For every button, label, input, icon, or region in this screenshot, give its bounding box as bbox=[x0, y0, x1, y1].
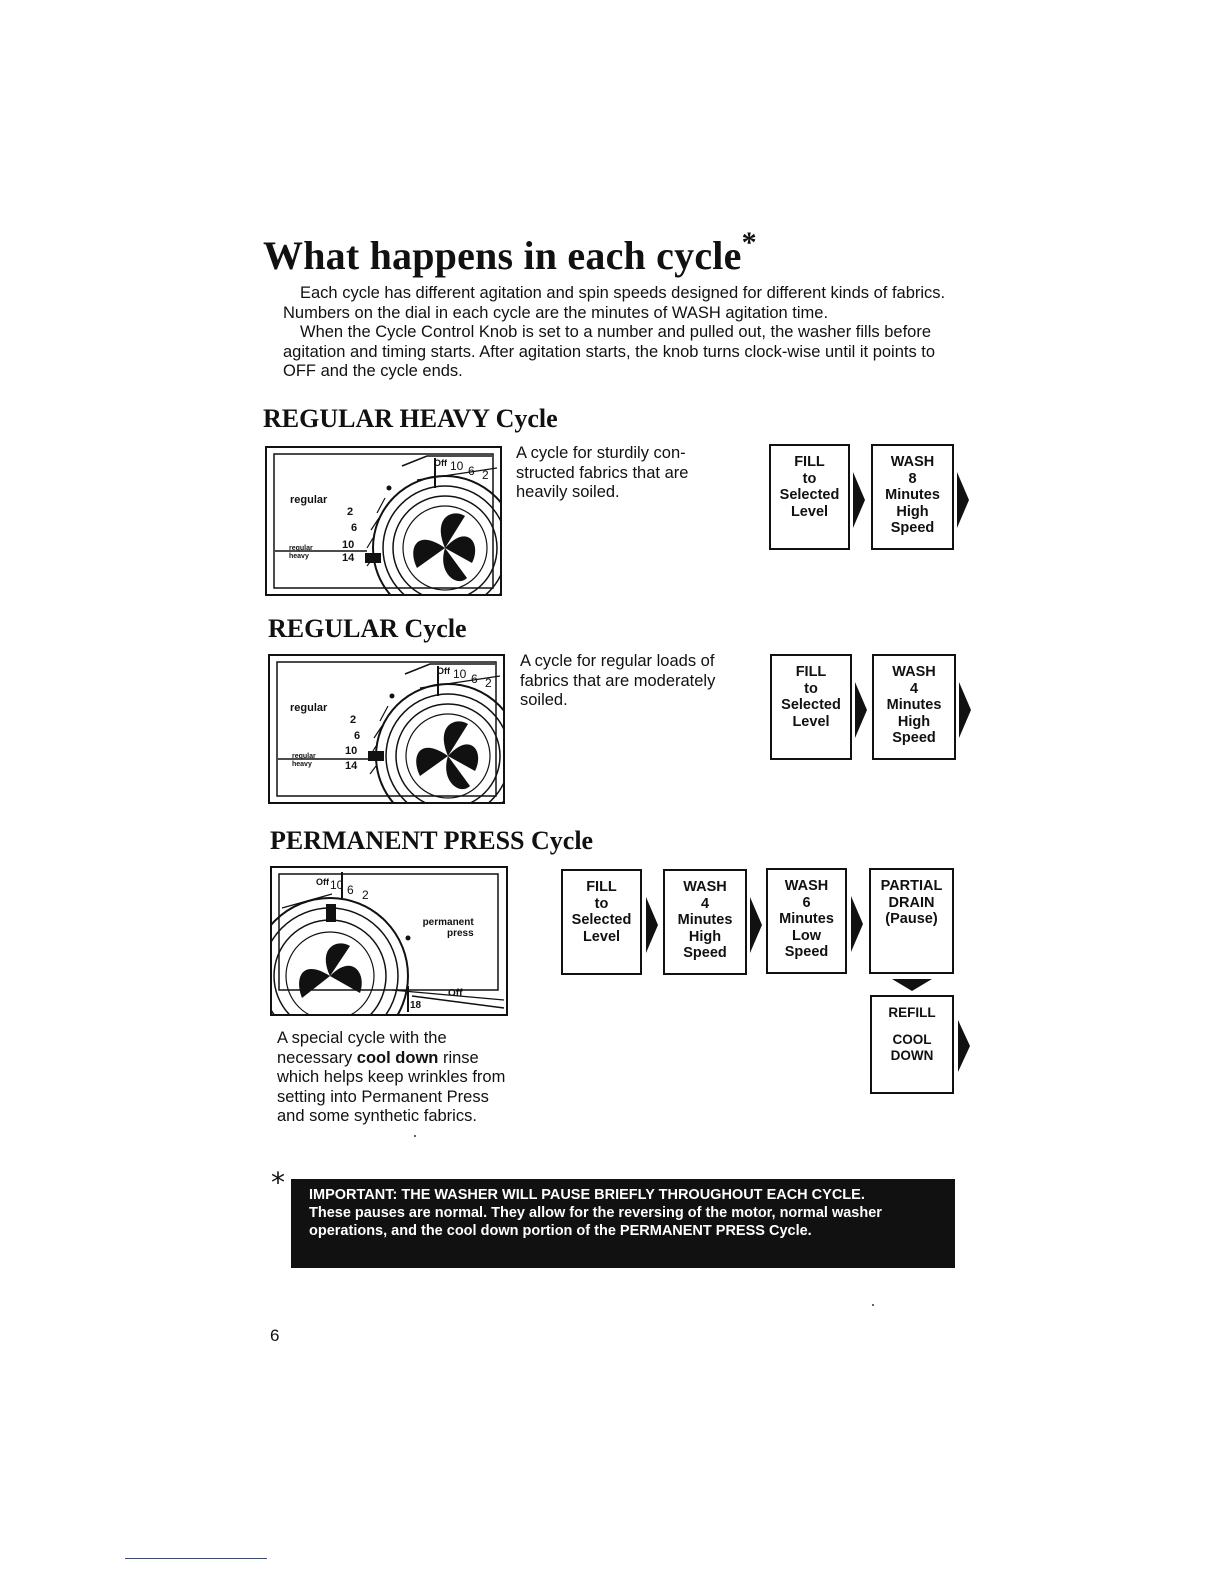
arrow-right-icon bbox=[956, 470, 970, 530]
scan-speck bbox=[872, 1304, 874, 1306]
page-number: 6 bbox=[270, 1326, 280, 1345]
dial-label-regular: regular bbox=[290, 702, 328, 714]
dial-scale-2: 2 bbox=[350, 714, 357, 726]
important-line-1: IMPORTANT: THE WASHER WILL PAUSE BRIEFLY THROUGHOUT EACH CYCLE. bbox=[309, 1187, 865, 1203]
dial-scale-10: 10 bbox=[342, 539, 355, 551]
dial-label-10: 10 bbox=[450, 459, 464, 473]
dial-label-2: 2 bbox=[362, 888, 369, 902]
dial-scale-6: 6 bbox=[351, 522, 358, 534]
dial-label-off: Off bbox=[434, 458, 447, 468]
section-description-permanent-press: A special cycle with the necessary cool down rinse which helps keep wrinkles from setting into Permanent Press and some synthetic fabrics. bbox=[277, 1029, 506, 1125]
step-wash: WASH 4 Minutes High Speed bbox=[872, 654, 956, 760]
step-fill: FILL to Selected Level bbox=[561, 869, 642, 975]
dial-scale-14: 14 bbox=[345, 760, 358, 772]
dial-label-6: 6 bbox=[347, 883, 354, 897]
step-fill: FILL to Selected Level bbox=[769, 444, 850, 550]
dial-label-permanent-press: permanent press bbox=[422, 917, 474, 939]
arrow-right-icon bbox=[852, 470, 866, 530]
dial-label-regular-heavy: regular heavy bbox=[289, 545, 313, 560]
section-heading-regular-heavy: REGULAR HEAVY Cycle bbox=[263, 404, 558, 433]
step-refill-cool-down: REFILL COOL DOWN bbox=[870, 995, 954, 1094]
dial-scale-10: 10 bbox=[345, 745, 358, 757]
dial-label-18: 18 bbox=[410, 1000, 422, 1011]
dial-drawing bbox=[272, 868, 506, 1014]
section-description-regular: A cycle for regular loads of fabrics that are moderately soiled. bbox=[520, 652, 716, 709]
page-title: What happens in each cycle* bbox=[263, 226, 757, 278]
dial-illustration-regular bbox=[268, 654, 505, 804]
section-heading-regular: REGULAR Cycle bbox=[268, 614, 467, 643]
footer-rule bbox=[125, 1558, 267, 1559]
section-heading-permanent-press: PERMANENT PRESS Cycle bbox=[270, 826, 594, 855]
dial-illustration-permanent-press bbox=[270, 866, 508, 1016]
dial-label-10: 10 bbox=[453, 667, 467, 681]
arrow-right-icon bbox=[958, 680, 972, 740]
arrow-right-icon bbox=[854, 680, 868, 740]
dial-label-regular: regular bbox=[290, 494, 328, 506]
arrow-right-icon bbox=[957, 1018, 971, 1074]
dial-label-6: 6 bbox=[471, 672, 478, 686]
dial-label-off: Off bbox=[316, 877, 329, 887]
cool-down-emphasis: cool down bbox=[356, 1048, 439, 1067]
arrow-right-icon bbox=[749, 895, 763, 955]
step-wash-high: WASH 4 Minutes High Speed bbox=[663, 869, 747, 975]
dial-illustration-regular-heavy bbox=[265, 446, 502, 596]
arrow-right-icon bbox=[850, 894, 864, 954]
dial-label-2: 2 bbox=[482, 468, 489, 482]
intro-paragraph-2: When the Cycle Control Knob is set to a number and pulled out, the washer fills before agitation and timing starts. After agitation starts, the knob turns clock-wise until it points to OFF and the cycle ends. bbox=[283, 323, 936, 380]
title-asterisk: * bbox=[741, 226, 757, 259]
dial-label-off: Off bbox=[437, 666, 450, 676]
section-description-regular-heavy: A cycle for sturdily con-structed fabrics that are heavily soiled. bbox=[516, 444, 689, 501]
step-wash: WASH 8 Minutes High Speed bbox=[871, 444, 954, 550]
dial-drawing bbox=[270, 656, 503, 802]
dial-label-regular-heavy: regular heavy bbox=[292, 753, 316, 768]
arrow-right-icon bbox=[645, 895, 659, 955]
dial-label-off-lower: Off bbox=[448, 988, 463, 999]
dial-scale-14: 14 bbox=[342, 552, 355, 564]
important-notice bbox=[291, 1179, 955, 1268]
important-line-2: These pauses are normal. They allow for the reversing of the motor, normal washer operations, and the cool down portion of the PERMANENT PRESS Cycle. bbox=[309, 1205, 882, 1239]
intro-text bbox=[283, 284, 963, 382]
dial-label-6: 6 bbox=[468, 464, 475, 478]
step-fill: FILL to Selected Level bbox=[770, 654, 852, 760]
scan-speck bbox=[414, 1135, 416, 1137]
dial-label-10: 10 bbox=[330, 878, 344, 892]
dial-label-2: 2 bbox=[485, 676, 492, 690]
intro-paragraph-1: Each cycle has different agitation and spin speeds designed for different kinds of fabrics. Numbers on the dial in each cycle are the minutes of WASH agitation time. bbox=[283, 284, 946, 322]
dial-drawing bbox=[267, 448, 500, 594]
dial-scale-2: 2 bbox=[347, 506, 354, 518]
step-wash-low: WASH 6 Minutes Low Speed bbox=[766, 868, 847, 974]
dial-scale-6: 6 bbox=[354, 730, 361, 742]
step-partial-drain: PARTIAL DRAIN (Pause) bbox=[869, 868, 954, 974]
footnote-asterisk: * bbox=[271, 1166, 285, 1199]
arrow-down-icon bbox=[890, 978, 934, 992]
